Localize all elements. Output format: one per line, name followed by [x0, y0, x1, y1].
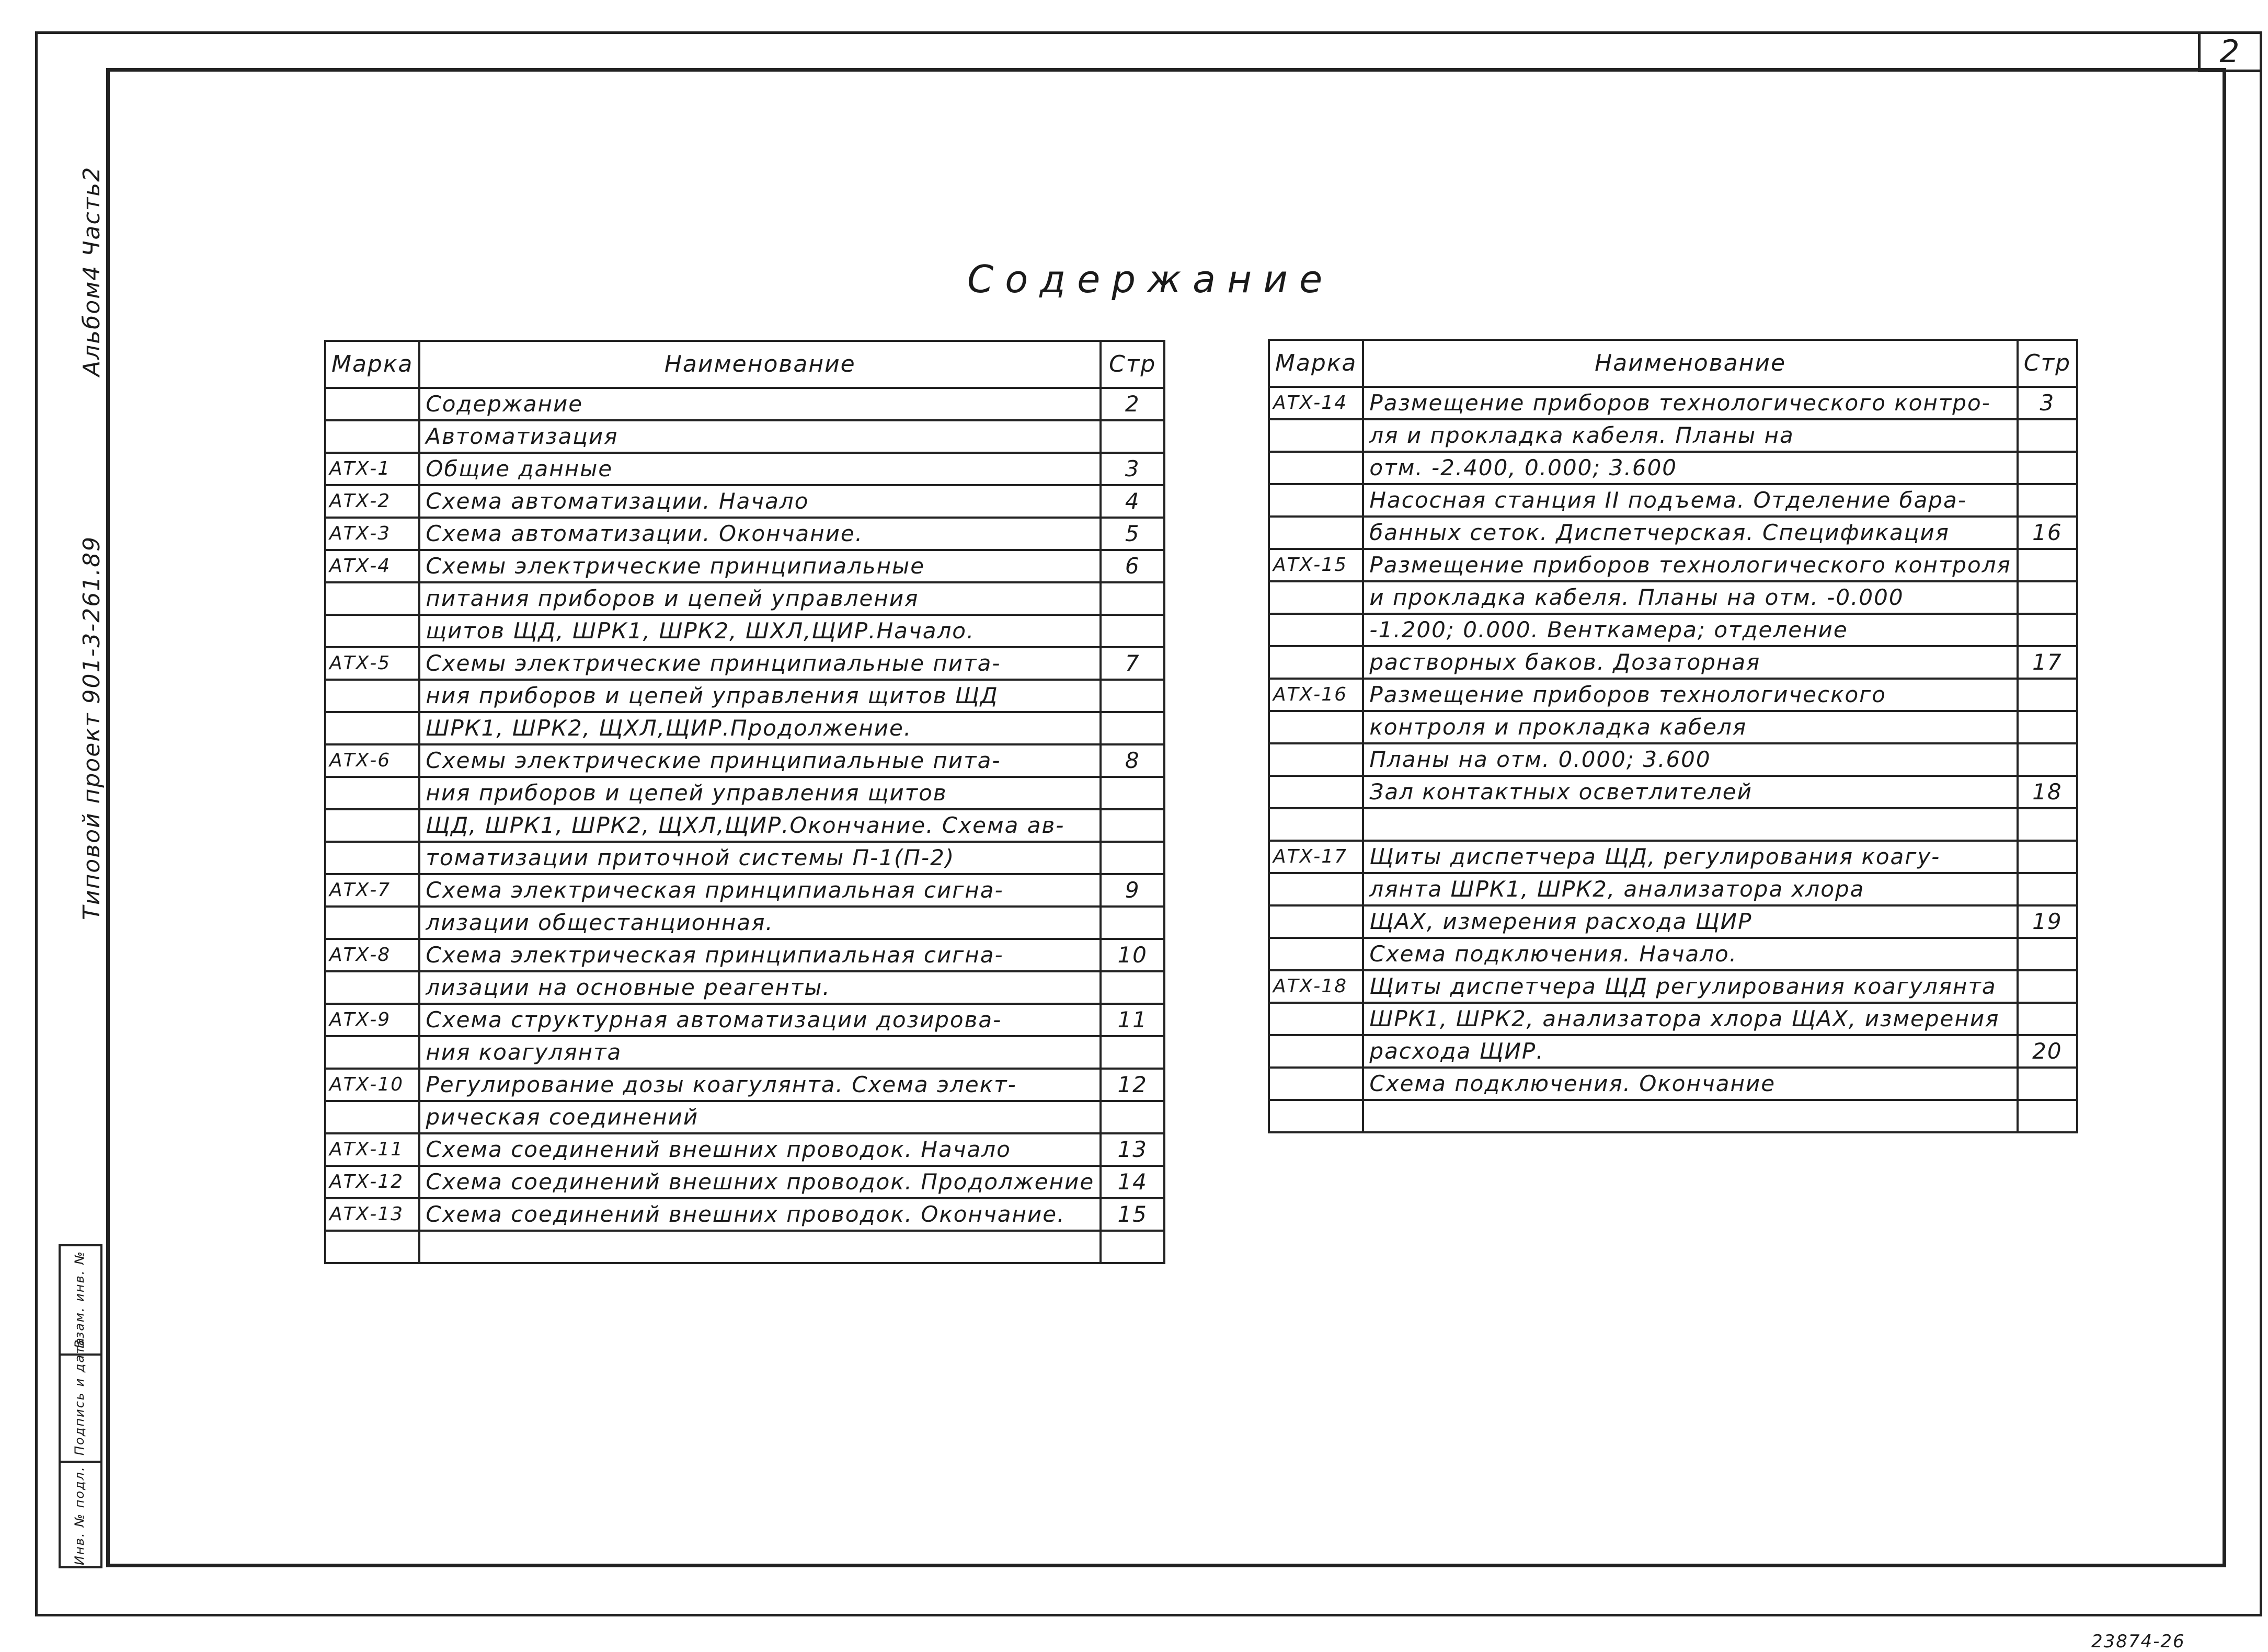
table-row	[325, 712, 1164, 744]
approval-stamp	[59, 1244, 102, 1568]
row-page	[2018, 938, 2077, 970]
table-row	[325, 744, 1164, 777]
row-name: отм. -2.400, 0.000; 3.600	[1363, 452, 2017, 484]
row-page	[2018, 711, 2077, 743]
table-row	[325, 388, 1164, 420]
table-row	[325, 518, 1164, 550]
stamp-label-inventory: Инв. № подл.	[72, 1466, 87, 1565]
row-name: Планы на отм. 0.000; 3.600	[1363, 743, 2017, 776]
row-name: Щиты диспетчера ЩД, регулирования коагу-	[1363, 841, 2017, 873]
stamp-label-signature: Подпись и дата	[72, 1337, 87, 1455]
row-name: Схема подключения. Окончание	[1363, 1068, 2017, 1100]
row-name: Схема автоматизации. Окончание.	[419, 518, 1101, 550]
row-name: Схема соединений внешних проводок. Окончание.	[419, 1198, 1101, 1231]
row-page: 10	[1101, 939, 1164, 971]
row-page: 12	[1101, 1069, 1164, 1101]
table-row	[325, 680, 1164, 712]
row-mark	[325, 907, 419, 939]
row-page	[1101, 1231, 1164, 1263]
row-mark	[1269, 873, 1363, 905]
row-name	[1363, 1100, 2017, 1132]
row-name: Общие данные	[419, 453, 1101, 485]
row-mark	[1269, 452, 1363, 484]
table-row	[325, 1004, 1164, 1036]
row-mark	[1269, 614, 1363, 646]
row-page	[2018, 1100, 2077, 1132]
table-row	[1269, 1003, 2077, 1035]
row-mark: АТХ-11	[325, 1133, 419, 1166]
row-name: лизации на основные реагенты.	[419, 971, 1101, 1004]
row-name: лизации общестанционная.	[419, 907, 1101, 939]
row-mark	[325, 1036, 419, 1069]
row-page	[1101, 1101, 1164, 1133]
table-row	[1269, 938, 2077, 970]
row-name: ния приборов и цепей управления щитов	[419, 777, 1101, 809]
row-page	[2018, 841, 2077, 873]
table-row	[1269, 517, 2077, 549]
header-mark: Марка	[325, 341, 419, 388]
row-mark	[1269, 1003, 1363, 1035]
row-mark: АТХ-1	[325, 453, 419, 485]
row-name: Схема соединений внешних проводок. Начало	[419, 1133, 1101, 1166]
row-mark	[325, 1231, 419, 1263]
row-mark	[1269, 517, 1363, 549]
row-name: растворных баков. Дозаторная	[1363, 646, 2017, 679]
row-name: Размещение приборов технологического	[1363, 679, 2017, 711]
table-header-row	[1269, 340, 2077, 387]
row-mark	[1269, 905, 1363, 938]
row-name: лянта ШРК1, ШРК2, анализатора хлора	[1363, 873, 2017, 905]
row-mark: АТХ-5	[325, 647, 419, 680]
row-mark	[1269, 743, 1363, 776]
contents-table-right	[1268, 339, 2078, 1133]
row-mark: АТХ-14	[1269, 387, 1363, 419]
header-name: Наименование	[1363, 340, 2017, 387]
row-name: Регулирование дозы коагулянта. Схема элект-	[419, 1069, 1101, 1101]
row-mark	[325, 680, 419, 712]
row-mark: АТХ-18	[1269, 970, 1363, 1003]
row-page	[1101, 777, 1164, 809]
row-name: Автоматизация	[419, 420, 1101, 453]
table-row	[1269, 970, 2077, 1003]
row-name: Схема электрическая принципиальная сигна-	[419, 874, 1101, 907]
row-mark: АТХ-7	[325, 874, 419, 907]
row-name: контроля и прокладка кабеля	[1363, 711, 2017, 743]
row-mark	[325, 712, 419, 744]
row-page: 9	[1101, 874, 1164, 907]
table-row	[1269, 1100, 2077, 1132]
header-page: Стр	[1101, 341, 1164, 388]
table-row	[325, 1231, 1164, 1263]
row-mark: АТХ-3	[325, 518, 419, 550]
row-mark	[1269, 419, 1363, 452]
row-name: Щиты диспетчера ЩД регулирования коагулянта	[1363, 970, 2017, 1003]
row-page: 16	[2018, 517, 2077, 549]
row-name: Схемы электрические принципиальные пита-	[419, 647, 1101, 680]
row-page: 4	[1101, 485, 1164, 518]
row-mark	[1269, 808, 1363, 841]
row-page: 2	[1101, 388, 1164, 420]
table-row	[1269, 452, 2077, 484]
row-page: 13	[1101, 1133, 1164, 1166]
sheet-number: 2	[2198, 31, 2262, 72]
row-name	[1363, 808, 2017, 841]
row-page	[1101, 680, 1164, 712]
contents-table-left	[324, 340, 1165, 1264]
row-mark	[325, 971, 419, 1004]
row-name: Размещение приборов технологического контроля	[1363, 549, 2017, 581]
row-page	[2018, 808, 2077, 841]
stamp-label-replacement: Взам. инв. №	[72, 1251, 87, 1348]
margin-project-label: Типовой проект 901-3-261.89	[78, 535, 105, 920]
row-name: Зал контактных осветлителей	[1363, 776, 2017, 808]
row-page: 19	[2018, 905, 2077, 938]
row-name: ния коагулянта	[419, 1036, 1101, 1069]
table-row	[1269, 1068, 2077, 1100]
row-page	[1101, 907, 1164, 939]
row-page	[2018, 970, 2077, 1003]
row-page	[2018, 419, 2077, 452]
row-mark	[1269, 646, 1363, 679]
page-title: Содержание	[967, 257, 1334, 301]
row-name: ЩД, ШРК1, ШРК2, ЩХЛ,ЩИР.Окончание. Схема ав-	[419, 809, 1101, 842]
row-page	[2018, 743, 2077, 776]
table-row	[1269, 387, 2077, 419]
row-name: -1.200; 0.000. Венткамера; отделение	[1363, 614, 2017, 646]
row-name: ШРК1, ШРК2, ЩХЛ,ЩИР.Продолжение.	[419, 712, 1101, 744]
row-mark: АТХ-10	[325, 1069, 419, 1101]
table-row	[325, 615, 1164, 647]
row-name: расхода ЩИР.	[1363, 1035, 2017, 1068]
row-name: Содержание	[419, 388, 1101, 420]
row-page	[2018, 1068, 2077, 1100]
table-row	[325, 1166, 1164, 1198]
row-name: Насосная станция II подъема. Отделение бара-	[1363, 484, 2017, 517]
table-row	[325, 971, 1164, 1004]
table-row	[325, 485, 1164, 518]
row-name: Схема структурная автоматизации дозирова-	[419, 1004, 1101, 1036]
row-mark	[325, 388, 419, 420]
row-page: 3	[1101, 453, 1164, 485]
table-row	[1269, 776, 2077, 808]
row-page	[1101, 842, 1164, 874]
row-name: Схема электрическая принципиальная сигна-	[419, 939, 1101, 971]
table-row	[325, 1069, 1164, 1101]
row-page	[2018, 452, 2077, 484]
table-row	[325, 809, 1164, 842]
row-name	[419, 1231, 1101, 1263]
table-row	[1269, 711, 2077, 743]
table-row	[1269, 905, 2077, 938]
table-row	[325, 420, 1164, 453]
row-page	[2018, 549, 2077, 581]
row-name: Схемы электрические принципиальные	[419, 550, 1101, 582]
row-mark: АТХ-4	[325, 550, 419, 582]
table-row	[325, 777, 1164, 809]
row-page	[1101, 615, 1164, 647]
row-mark	[325, 809, 419, 842]
table-header-row	[325, 341, 1164, 388]
row-page	[2018, 1003, 2077, 1035]
row-mark: АТХ-13	[325, 1198, 419, 1231]
row-mark: АТХ-2	[325, 485, 419, 518]
table-row	[1269, 581, 2077, 614]
stamp-divider	[61, 1461, 100, 1463]
row-mark: АТХ-12	[325, 1166, 419, 1198]
row-page	[2018, 581, 2077, 614]
row-name: Схема автоматизации. Начало	[419, 485, 1101, 518]
row-name: Схемы электрические принципиальные пита-	[419, 744, 1101, 777]
table-row	[325, 550, 1164, 582]
row-name: рическая соединений	[419, 1101, 1101, 1133]
table-row	[325, 1101, 1164, 1133]
row-name: щитов ЩД, ШРК1, ШРК2, ШХЛ,ЩИР.Начало.	[419, 615, 1101, 647]
row-page	[1101, 971, 1164, 1004]
row-page: 11	[1101, 1004, 1164, 1036]
row-mark: АТХ-8	[325, 939, 419, 971]
row-name: Схема соединений внешних проводок. Продолжение	[419, 1166, 1101, 1198]
table-row	[325, 453, 1164, 485]
table-row	[1269, 549, 2077, 581]
row-page: 5	[1101, 518, 1164, 550]
row-page	[1101, 712, 1164, 744]
table-row	[325, 647, 1164, 680]
table-row	[325, 939, 1164, 971]
row-name: питания приборов и цепей управления	[419, 582, 1101, 615]
row-name: Схема подключения. Начало.	[1363, 938, 2017, 970]
table-row	[325, 1036, 1164, 1069]
row-page	[2018, 484, 2077, 517]
row-page: 20	[2018, 1035, 2077, 1068]
row-page	[2018, 873, 2077, 905]
header-page: Стр	[2018, 340, 2077, 387]
row-page: 18	[2018, 776, 2077, 808]
row-page	[1101, 1036, 1164, 1069]
row-name: ля и прокладка кабеля. Планы на	[1363, 419, 2017, 452]
table-row	[1269, 808, 2077, 841]
row-page	[1101, 582, 1164, 615]
row-mark	[325, 420, 419, 453]
row-page: 6	[1101, 550, 1164, 582]
row-mark	[325, 582, 419, 615]
archive-number: 23874-26	[2091, 1631, 2185, 1652]
row-name: Размещение приборов технологического контро-	[1363, 387, 2017, 419]
row-mark: АТХ-9	[325, 1004, 419, 1036]
row-mark	[325, 777, 419, 809]
row-page	[2018, 614, 2077, 646]
table-row	[1269, 484, 2077, 517]
row-page	[2018, 679, 2077, 711]
row-page: 15	[1101, 1198, 1164, 1231]
row-mark	[1269, 1100, 1363, 1132]
row-mark	[1269, 581, 1363, 614]
row-page: 3	[2018, 387, 2077, 419]
header-name: Наименование	[419, 341, 1101, 388]
row-name: ЩАХ, измерения расхода ЩИР	[1363, 905, 2017, 938]
row-page	[1101, 420, 1164, 453]
row-mark	[1269, 776, 1363, 808]
row-name: томатизации приточной системы П-1(П-2)	[419, 842, 1101, 874]
row-mark	[325, 1101, 419, 1133]
row-name: ШРК1, ШРК2, анализатора хлора ЩАХ, измерения	[1363, 1003, 2017, 1035]
table-row	[325, 1198, 1164, 1231]
row-name: банных сеток. Диспетчерская. Спецификация	[1363, 517, 2017, 549]
row-page	[1101, 809, 1164, 842]
table-row	[325, 842, 1164, 874]
row-mark	[1269, 1035, 1363, 1068]
table-row	[325, 1133, 1164, 1166]
row-mark: АТХ-6	[325, 744, 419, 777]
table-row	[1269, 743, 2077, 776]
row-mark	[1269, 1068, 1363, 1100]
table-row	[325, 907, 1164, 939]
table-row	[1269, 679, 2077, 711]
table-row	[1269, 841, 2077, 873]
row-mark: АТХ-15	[1269, 549, 1363, 581]
table-row	[325, 582, 1164, 615]
row-mark	[1269, 484, 1363, 517]
table-row	[1269, 1035, 2077, 1068]
row-page: 14	[1101, 1166, 1164, 1198]
row-page: 17	[2018, 646, 2077, 679]
row-mark	[1269, 938, 1363, 970]
row-name: ния приборов и цепей управления щитов ЩД	[419, 680, 1101, 712]
row-mark	[1269, 711, 1363, 743]
table-row	[1269, 646, 2077, 679]
margin-album-label: Альбом4 Часть2	[78, 166, 105, 376]
table-row	[325, 874, 1164, 907]
row-page: 7	[1101, 647, 1164, 680]
header-mark: Марка	[1269, 340, 1363, 387]
row-mark	[325, 842, 419, 874]
table-row	[1269, 873, 2077, 905]
row-mark: АТХ-16	[1269, 679, 1363, 711]
row-name: и прокладка кабеля. Планы на отм. -0.000	[1363, 581, 2017, 614]
row-mark: АТХ-17	[1269, 841, 1363, 873]
row-mark	[325, 615, 419, 647]
row-page: 8	[1101, 744, 1164, 777]
table-row	[1269, 614, 2077, 646]
table-row	[1269, 419, 2077, 452]
